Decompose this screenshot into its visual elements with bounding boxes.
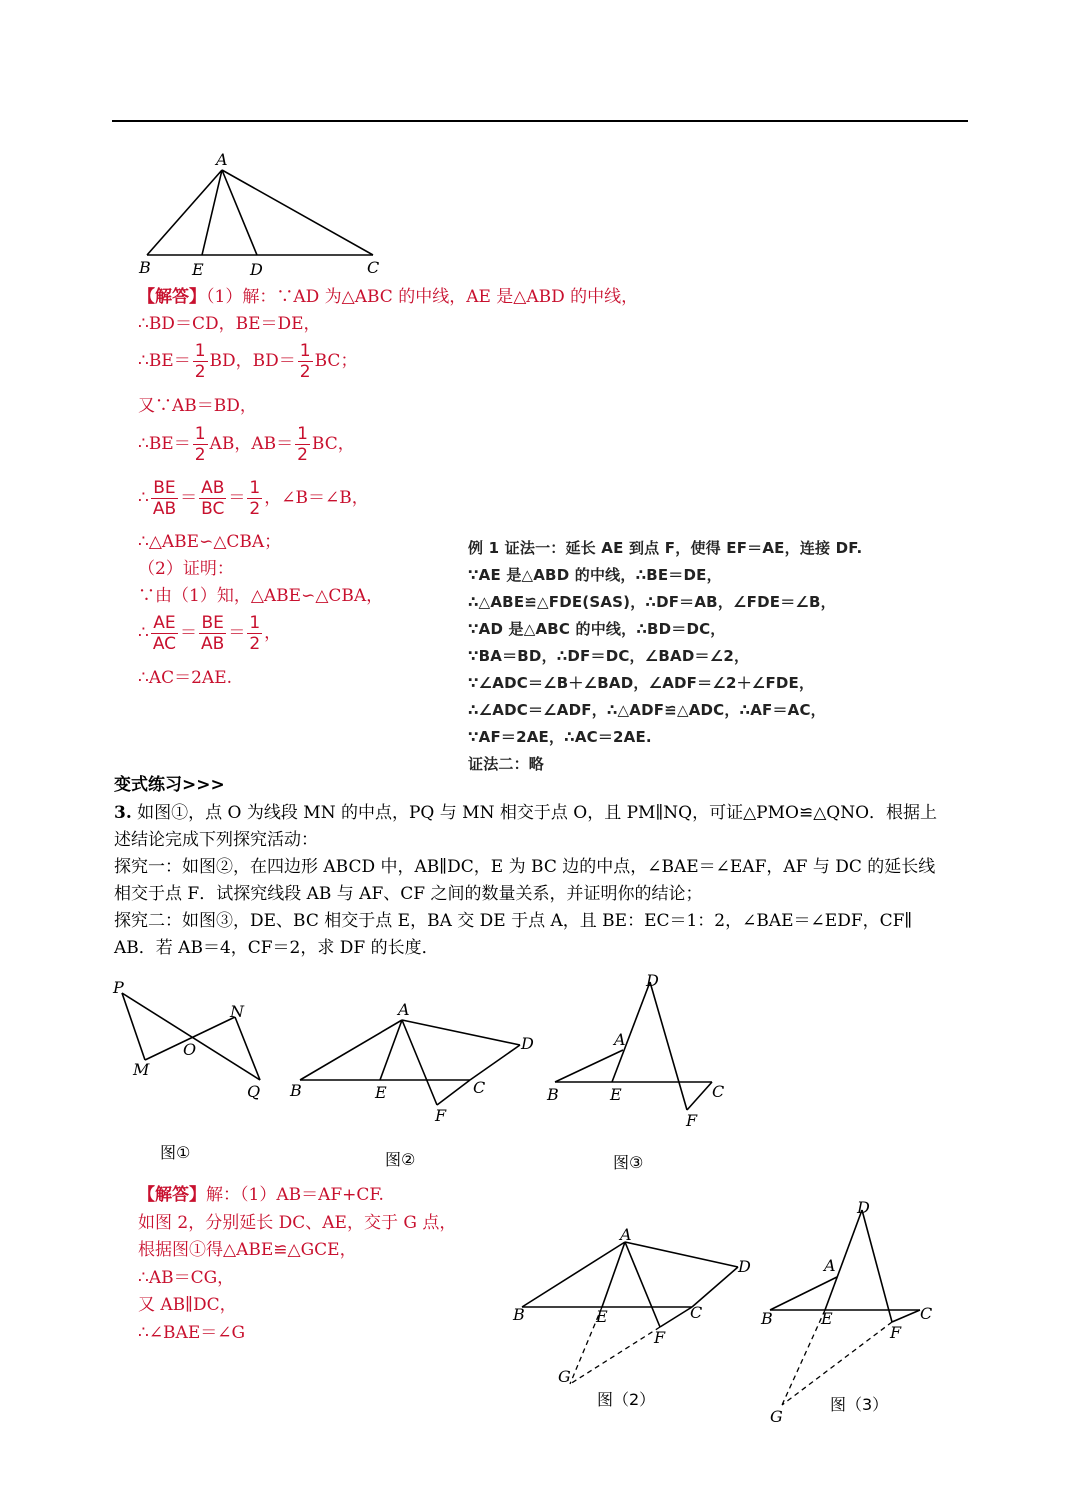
- label-o: O: [183, 1040, 197, 1059]
- label-a: A: [216, 150, 228, 169]
- scan-line: ∵AF＝2AE，∴AC＝2AE.: [468, 728, 652, 746]
- answer-line-2: ∴BD＝CD，BE＝DE，: [138, 314, 321, 334]
- answer-line-1: 【解答】（1）解：∵AD 为△ABC 的中线，AE 是△ABD 的中线，: [138, 287, 639, 307]
- caption-fig-2b: 图（2）: [597, 1390, 656, 1409]
- answer-line-3: ∴BE＝ $\frac{1}{2}$ BD，BD＝ $\frac{1}{2}$ BC；: [138, 341, 358, 382]
- label-f: F: [890, 1323, 902, 1342]
- figure-3b-with-g: [755, 1195, 955, 1430]
- answer-2-line-6: ∴∠BAE＝∠G: [138, 1322, 246, 1343]
- answer-line-6: ∴ $\frac{BE}{AB}$ ＝ $\frac{AB}{BC}$ ＝ $\frac{1}{2}$ ，∠B＝∠B，: [138, 478, 369, 519]
- scan-line: ∵AE 是△ABD 的中线，∴BE＝DE，: [468, 566, 722, 584]
- problem-line-6: AB．若 AB＝4，CF＝2，求 DF 的长度．: [114, 938, 439, 958]
- caption-fig-1: 图①: [160, 1143, 191, 1162]
- label-d: D: [738, 1257, 751, 1276]
- answer-2-block: [138, 1182, 456, 1347]
- answer-line-4: 又∵AB＝BD，: [138, 396, 257, 416]
- scan-line: 证法二：略: [468, 755, 545, 773]
- label-b: B: [761, 1309, 773, 1328]
- answer-2-line-5: 又 AB∥DC，: [138, 1295, 237, 1315]
- scan-line: ∵BA＝BD，∴DF＝DC，∠BAD＝∠2，: [468, 647, 750, 665]
- header-rule: [112, 120, 968, 122]
- label-e: E: [610, 1085, 622, 1104]
- label-b: B: [513, 1305, 525, 1324]
- label-e: E: [375, 1083, 387, 1102]
- figure-3-triangle: [540, 970, 740, 1175]
- answer-2-line-1: 【解答】解：（1）AB＝AF+CF.: [138, 1185, 384, 1205]
- answer-line-5: ∴BE＝ $\frac{1}{2}$ AB，AB＝ $\frac{1}{2}$ BC，: [138, 424, 355, 465]
- label-g: G: [558, 1367, 571, 1386]
- problem-number: 3.: [114, 803, 132, 823]
- label-d: D: [857, 1198, 870, 1217]
- label-a: A: [824, 1256, 836, 1275]
- figure-2b-with-g: [505, 1222, 765, 1417]
- figure-2-quadrilateral: [285, 995, 545, 1180]
- scan-line: ∴△ABE≌△FDE(SAS)，∴DF＝AB，∠FDE＝∠B，: [468, 593, 836, 611]
- label-b: B: [139, 258, 151, 277]
- caption-fig-3b: 图（3）: [830, 1395, 889, 1414]
- caption-fig-3: 图③: [613, 1153, 644, 1172]
- problem-text: [114, 800, 974, 962]
- label-e: E: [192, 260, 204, 279]
- label-b: B: [547, 1085, 559, 1104]
- answer-line-7: ∴△ABE∽△CBA；: [138, 532, 282, 552]
- label-d: D: [521, 1034, 534, 1053]
- answer-tag: 【解答】: [138, 287, 206, 307]
- label-f: F: [435, 1106, 447, 1125]
- scan-line: ∴∠ADC＝∠ADF，∴△ADF≌△ADC，∴AF＝AC，: [468, 701, 826, 719]
- problem-line-5: 探究二：如图③，DE、BC 相交于点 E，BA 交 DE 于点 A，且 BE：EC＝1：2，∠BAE＝∠EDF，CF∥: [114, 911, 913, 931]
- label-c: C: [712, 1082, 725, 1101]
- scan-line: 例 1 证法一：延长 AE 到点 F，使得 EF＝AE，连接 DF.: [468, 539, 863, 557]
- label-a: A: [620, 1225, 632, 1244]
- label-a: A: [398, 1000, 410, 1019]
- label-n: N: [230, 1002, 244, 1021]
- label-c: C: [920, 1304, 933, 1323]
- answer-line-9: ∵由（1）知，△ABE∽△CBA，: [138, 586, 384, 606]
- scan-line: ∵∠ADC＝∠B＋∠BAD，∠ADF＝∠2＋∠FDE，: [468, 674, 815, 692]
- label-c: C: [367, 258, 380, 277]
- label-a: A: [614, 1030, 626, 1049]
- label-c: C: [690, 1303, 703, 1322]
- label-e: E: [596, 1307, 608, 1326]
- scan-line: ∵AD 是△ABC 的中线，∴BD＝DC，: [468, 620, 726, 638]
- label-c: C: [473, 1078, 486, 1097]
- problem-line-3: 探究一：如图②，在四边形 ABCD 中，AB∥DC，E 为 BC 边的中点，∠BAE＝∠EAF，AF 与 DC 的延长线: [114, 857, 936, 877]
- scanned-proof-block: [468, 535, 862, 778]
- label-e: E: [821, 1309, 833, 1328]
- answer-line-11: ∴AC＝2AE.: [138, 668, 233, 688]
- label-g: G: [770, 1407, 783, 1426]
- label-m: M: [133, 1060, 150, 1079]
- caption-fig-2: 图②: [385, 1150, 416, 1169]
- label-q: Q: [247, 1082, 261, 1101]
- label-f: F: [686, 1111, 698, 1130]
- label-d: D: [646, 971, 659, 990]
- problem-line-4: 相交于点 F．试探究线段 AB 与 AF、CF 之间的数量关系，并证明你的结论；: [114, 884, 703, 904]
- label-d: D: [250, 260, 263, 279]
- answer-2-line-3: 根据图①得△ABE≌△GCE，: [138, 1240, 357, 1260]
- answer-line-8: （2）证明：: [138, 559, 234, 579]
- answer-2-line-4: ∴AB＝CG，: [138, 1267, 235, 1288]
- problem-line-1: 3. 如图①，点 O 为线段 MN 的中点，PQ 与 MN 相交于点 O，且 PM∥NQ，可证△PMO≌△QNO．根据上: [114, 803, 938, 823]
- answer-2-line-2: 如图 2，分别延长 DC、AE，交于 G 点，: [138, 1212, 457, 1233]
- label-f: F: [654, 1328, 666, 1347]
- label-p: P: [113, 978, 124, 997]
- label-b: B: [290, 1081, 302, 1100]
- section-title: 变式练习>>>: [114, 775, 225, 795]
- triangle-figure-abc: [130, 145, 400, 280]
- answer-line-10: ∴ $\frac{AE}{AC}$ ＝ $\frac{BE}{AB}$ ＝ $\frac{1}{2}$ ，: [138, 613, 282, 654]
- answer-2-tag: 【解答】: [138, 1185, 206, 1205]
- problem-line-2: 述结论完成下列探究活动：: [114, 830, 318, 850]
- figure-1-pmo-qno: [105, 975, 285, 1175]
